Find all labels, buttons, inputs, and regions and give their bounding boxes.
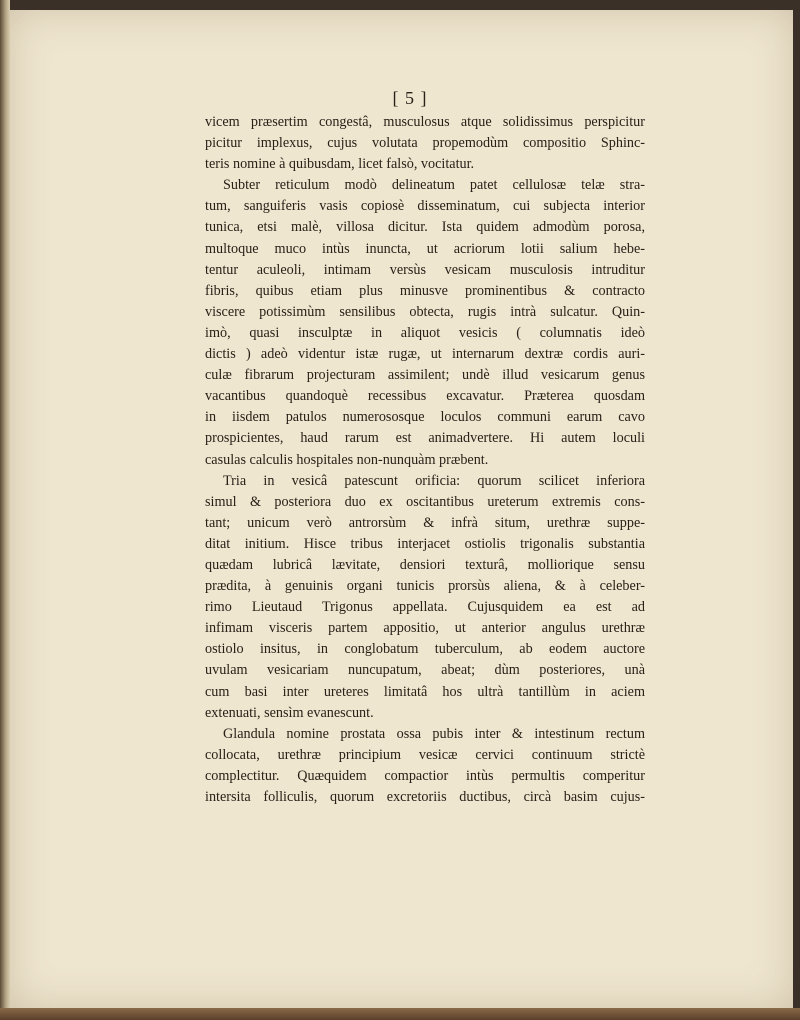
text-line: picitur implexus, cujus volutata propemodùm compositio Sphinc- — [205, 135, 645, 152]
body-text — [205, 112, 645, 808]
page-number: [ 5 ] — [392, 88, 428, 108]
text-line: uvulam vesicariam nuncupatum, abeat; dùm posteriores, unà — [205, 662, 645, 679]
paragraph-start-line: Tria in vesicâ patescunt orificia: quorum scilicet inferiora — [223, 472, 645, 489]
text-line: vacantibus quandoquè recessibus excavatur. Præterea quosdam — [205, 388, 645, 405]
text-line: intersita folliculis, quorum excretoriis ductibus, circà basim cujus- — [205, 789, 645, 805]
paragraph-start-line: Subter reticulum modò delineatum patet cellulosæ telæ stra- — [223, 177, 645, 194]
text-line: in iisdem patulos numerososque loculos communi earum cavo — [205, 409, 645, 426]
text-line: ditat initium. Hisce tribus interjacet ostiolis trigonalis substantia — [205, 535, 645, 552]
text-line: complectitur. Quæquidem compactior intùs permultis comperitur — [205, 767, 645, 784]
text-line: infimam visceris partem appositio, ut anterior angulus urethræ — [205, 620, 645, 637]
text-line: rimo Lieutaud Trigonus appellata. Cujusquidem ea est ad — [205, 599, 645, 616]
text-line: vicem præsertim congestâ, musculosus atque solidissimus perspicitur — [205, 114, 645, 130]
text-line: ostiolo insitus, in conglobatum tuberculum, ab eodem auctore — [205, 641, 645, 658]
text-line: casulas calculis hospitales non-nunquàm præbent. — [205, 451, 489, 468]
text-line: imò, quasi insculptæ in aliquot vesicis ( columnatis ideò — [205, 324, 645, 341]
text-line: fibris, quibus etiam plus minusve prominentibus & contracto — [205, 282, 645, 299]
text-line: cum basi inter ureteres limitatâ hos ultrà tantillùm in aciem — [205, 683, 645, 700]
book-bottom-edge — [0, 1008, 800, 1020]
text-line: culæ fibrarum projecturam assimilent; undè illud vesicarum genus — [205, 367, 645, 384]
text-line: extenuati, sensìm evanescunt. — [205, 704, 374, 721]
text-line: viscere potissimùm sensilibus obtecta, rugis intrà sulcatur. Quin- — [205, 303, 645, 320]
text-line: tant; unicum verò antrorsùm & infrà situm, urethræ suppe- — [205, 514, 645, 531]
text-line: quædam lubricâ lævitate, densiori texturâ, molliorique sensu — [205, 556, 645, 573]
text-line: dictis ) adeò videntur istæ rugæ, ut internarum dextræ cordis auri- — [205, 346, 645, 363]
text-line: tentur aculeoli, intimam versùs vesicam musculosis intruditur — [205, 261, 645, 278]
book-top-edge — [0, 0, 800, 10]
text-line: tum, sanguiferis vasis copiosè disseminatum, cui subjecta interior — [205, 198, 645, 215]
text-line: tunica, etsi malè, villosa dicitur. Ista quidem admodùm porosa, — [205, 219, 645, 236]
text-line: collocata, urethræ principium vesicæ cervici continuum strictè — [205, 746, 645, 763]
text-line: prospicientes, haud rarum est animadvertere. Hi autem loculi — [205, 430, 645, 447]
book-binding-edge — [0, 0, 10, 1020]
text-line: multoque muco intùs inuncta, ut acriorum lotii salium hebe- — [205, 240, 645, 257]
book-right-edge — [793, 0, 800, 1020]
text-line: prædita, à genuinis organi tunicis prorsùs aliena, & à celeber- — [205, 578, 645, 595]
text-line: teris nomine à quibusdam, licet falsò, vocitatur. — [205, 156, 475, 173]
text-line: simul & posteriora duo ex oscitantibus ureterum extremis cons- — [205, 493, 645, 510]
paragraph-start-line: Glandula nomine prostata ossa pubis inter & intestinum rectum — [223, 725, 645, 742]
